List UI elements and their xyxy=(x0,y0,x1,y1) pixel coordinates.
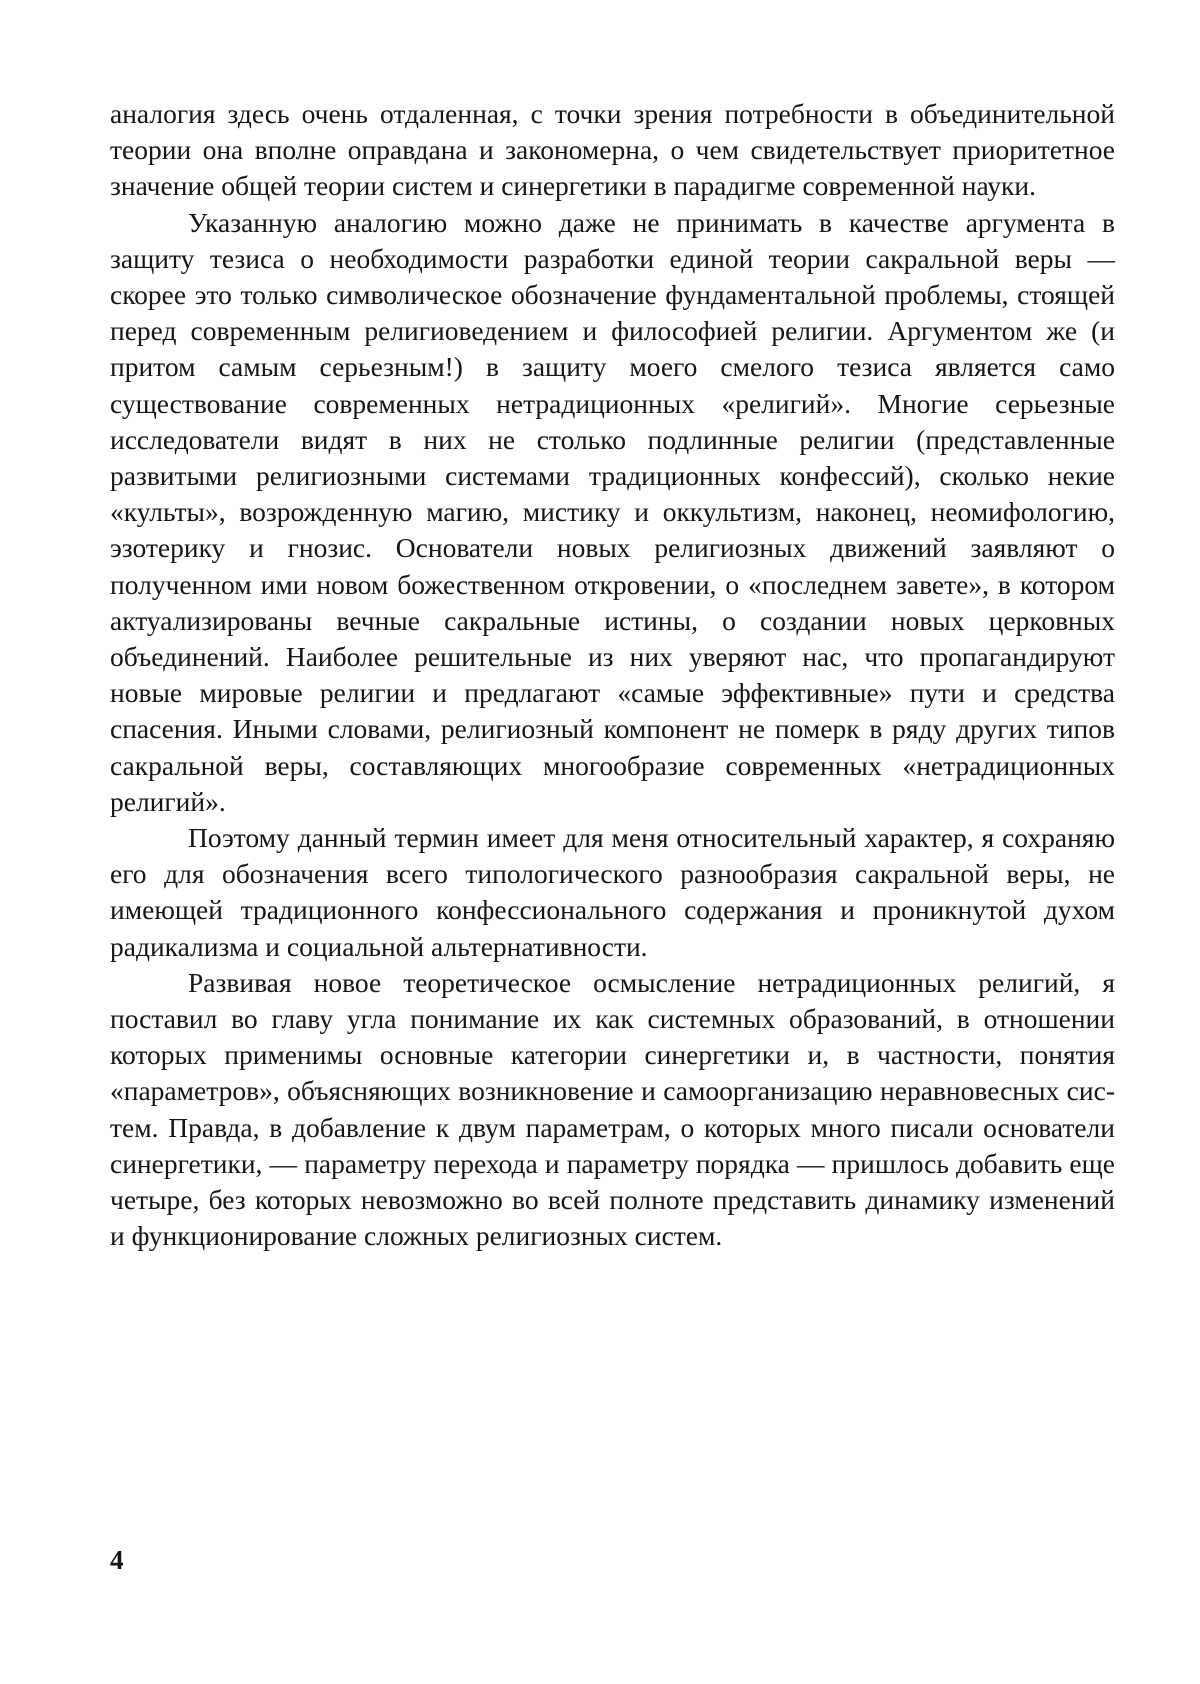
paragraph-4: Развивая новое теоретическое осмысление нетрадиционных религий, я поставил во главу угла понимание их как системных образований, в отношении которых применимы основные категории синергетики и, в частности, понятия «параметров», объясняющих возникновение и самоорганизацию неравновесных систем. Правда, в добавление к двум параметрам, о которых много писали основатели синергетики, — параметру перехода и параметру порядка — пришлось добавить еще четыре, без которых невозможно во всей полноте представить динамику изменений и функционирование сложных религиозных систем. xyxy=(110,966,1115,1252)
paragraph-1: аналогия здесь очень отдаленная, с точки зрения потребности в объединительной теории она вполне оправдана и закономерна, о чем свидетельствует приоритетное значение общей теории систем и синергетики в парадигме современной науки. xyxy=(110,98,1115,202)
page-number: 4 xyxy=(110,1545,124,1575)
document-body xyxy=(110,96,1115,1255)
paragraph-2: Указанную аналогию можно даже не принимать в качестве аргумента в защиту тезиса о необходимости разработки единой теории сакральной веры — скорее это только символическое обозначение фундаментальной проблемы, стоящей перед современным религиоведением и философией религии. Аргументом же (и притом самым серьезным!) в защиту моего смелого тезиса является само существование современных нетрадиционных «религий». Многие серьезные исследователи видят в них не столько подлинные религии (представленные развитыми религиозными системами традиционных конфессий), сколько некие «культы», возрожденную магию, мистику и оккультизм, наконец, неомифологию, эзотерику и гнозис. Основатели новых религиозных движений заявляют о полученном ими новом божественном откровении, о «последнем завете», в котором актуализированы вечные сакральные истины, о создании новых церковных объединений. Наиболее решительные из них уверяют нас, что пропагандируют новые мировые религии и предлагают «самые эффективные» пути и средства спасения. Иными словами, религиозный компонент не померк в ряду других типов сакральной веры, составляющих многообразие современных «нетрадиционных религий». xyxy=(110,206,1115,817)
paragraph-3: Поэтому данный термин имеет для меня относительный характер, я сохраняю его для обозначения всего типологического разнообразия сакральной веры, не имеющей традиционного конфессионального содержания и проникнутой духом радикализма и социальной альтернативности. xyxy=(110,822,1115,962)
